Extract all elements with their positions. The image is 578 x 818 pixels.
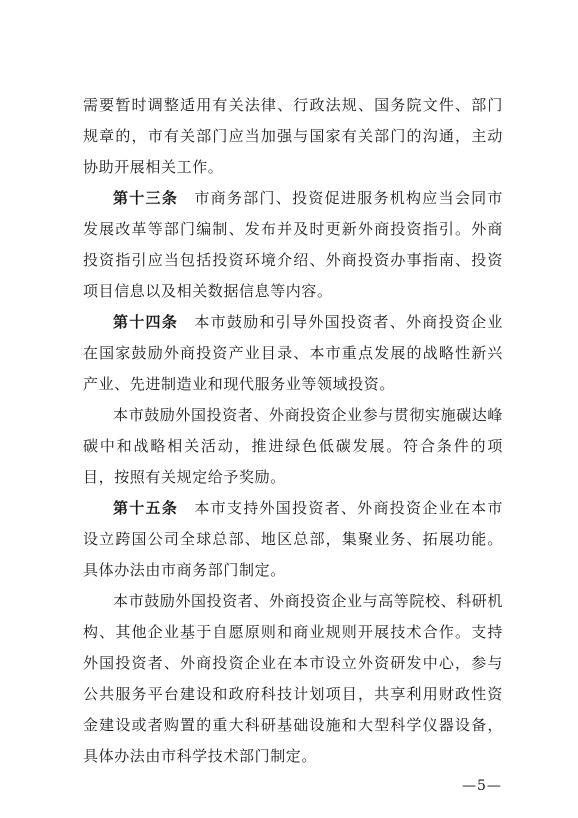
article-number: 第十五条: [113, 499, 179, 517]
article-number: 第十四条: [113, 313, 179, 331]
paragraph-text: 本市鼓励外国投资者、外商投资企业参与贯彻实施碳达峰碳中和战略相关活动，推进绿色低碳发展。符合条件的项目，按照有关规定给予奖励。: [83, 406, 504, 486]
paragraph: [83, 586, 503, 772]
page-number: —5—: [462, 778, 502, 794]
paragraph-text: 本市鼓励和引导外国投资者、外商投资企业在国家鼓励外商投资产业目录、本市重点发展的战略性新兴产业、先进制造业和现代服务业等领域投资。: [83, 313, 503, 393]
paragraph: [83, 400, 503, 493]
paragraph-text: 需要暂时调整适用有关法律、行政法规、国务院文件、部门规章的，市有关部门应当加强与国家有关部门的沟通，主动协助开展相关工作。: [83, 96, 503, 176]
paragraph-text: 市商务部门、投资促进服务机构应当会同市发展改革等部门编制、发布并及时更新外商投资指引。外商投资指引应当包括投资环境介绍、外商投资办事指南、投资项目信息以及相关数据信息等内容。: [83, 189, 503, 300]
paragraph: [83, 307, 503, 400]
paragraph-text: 本市支持外国投资者、外商投资企业在本市设立跨国公司全球总部、地区总部，集聚业务、拓展功能。具体办法由市商务部门制定。: [83, 499, 503, 579]
paragraph: [83, 183, 503, 307]
paragraph: [83, 90, 503, 183]
article-number: 第十三条: [113, 189, 179, 207]
paragraph-text: 本市鼓励外国投资者、外商投资企业与高等院校、科研机构、其他企业基于自愿原则和商业规则开展技术合作。支持外国投资者、外商投资企业在本市设立外资研发中心，参与公共服务平台建设和政府科技计划项目，共享利用财政性资金建设或者购置的重大科研基础设施和大型科学仪器设备，具体办法由市科学技术部门制定。: [83, 592, 504, 765]
body-text: [83, 90, 503, 772]
paragraph: [83, 493, 503, 586]
